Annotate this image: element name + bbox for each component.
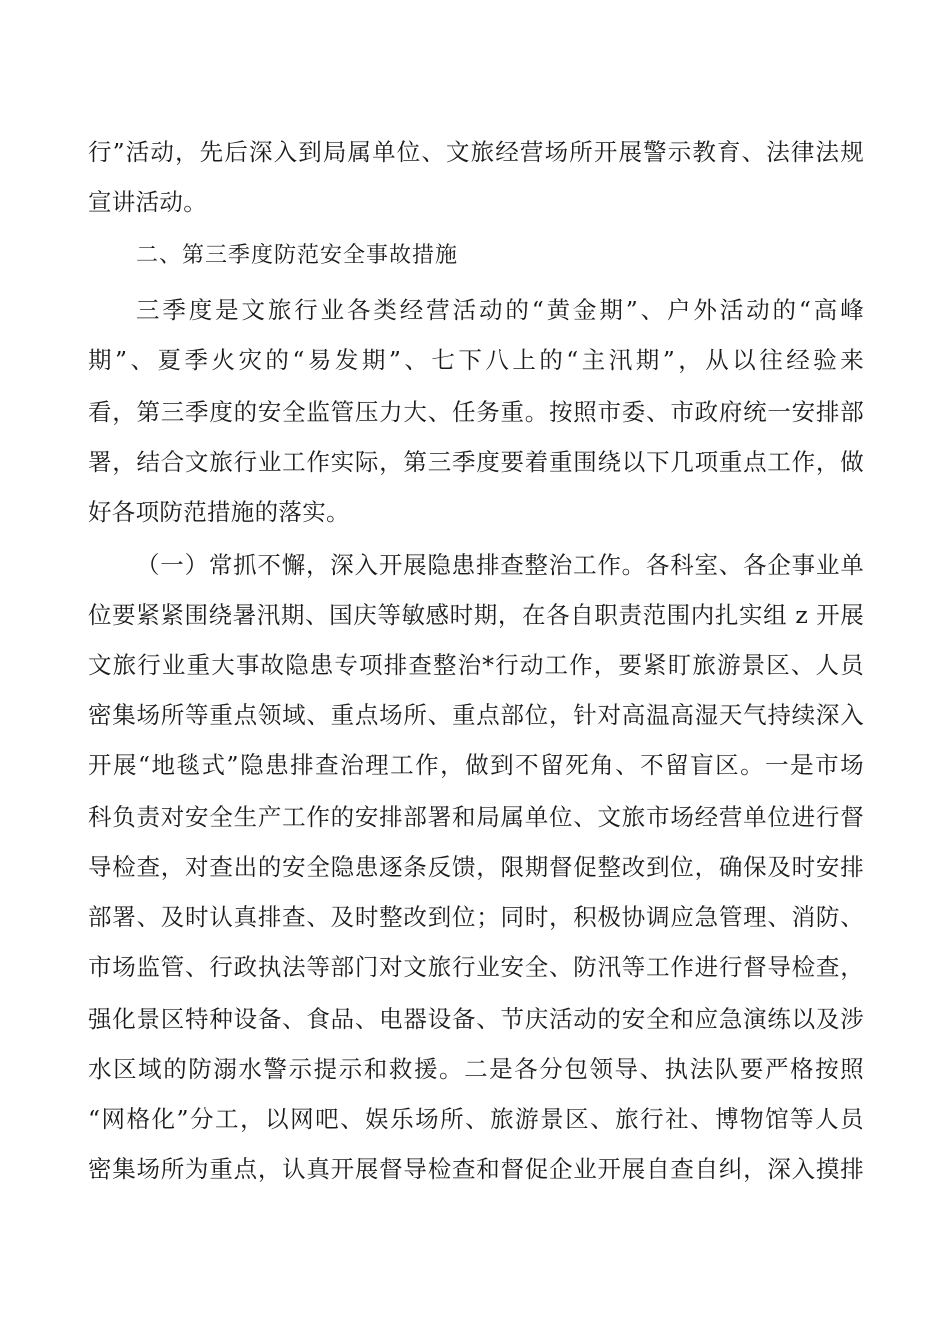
text-line: 位要紧紧围绕暑汛期、国庆等敏感时期，在各自职责范围内扎实组 z 开展 [88, 601, 864, 629]
text-line: （一）常抓不懈，深入开展隐患排查整治工作。各科室、各企事业单 [136, 551, 864, 579]
text-line: 文旅行业重大事故隐患专项排查整治*行动工作，要紧盯旅游景区、人员 [88, 651, 864, 679]
text-line: 看，第三季度的安全监管压力大、任务重。按照市委、市政府统一安排部 [88, 398, 864, 426]
text-line: 密集场所等重点领域、重点场所、重点部位，针对高温高湿天气持续深入 [88, 701, 864, 729]
text-line: 导检查，对查出的安全隐患逐条反馈，限期督促整改到位，确保及时安排 [88, 853, 864, 881]
text-line: 三季度是文旅行业各类经营活动的“黄金期”、户外活动的“高峰 [136, 296, 864, 324]
text-line: 署，结合文旅行业工作实际，第三季度要着重围绕以下几项重点工作，做 [88, 448, 864, 476]
text-line: 好各项防范措施的落实。 [88, 498, 350, 526]
text-line: 部署、及时认真排查、及时整改到位；同时，积极协调应急管理、消防、 [88, 903, 864, 931]
text-line: 行”活动，先后深入到局属单位、文旅经营场所开展警示教育、法律法规 [88, 138, 864, 166]
text-line: 市场监管、行政执法等部门对文旅行业安全、防汛等工作进行督导检查， [88, 953, 864, 981]
text-line: 期”、夏季火灾的“易发期”、七下八上的“主汛期”，从以往经验来 [88, 346, 864, 374]
text-line: 强化景区特种设备、食品、电器设备、节庆活动的安全和应急演练以及涉 [88, 1005, 864, 1033]
text-line: “网格化”分工，以网吧、娱乐场所、旅游景区、旅行社、博物馆等人员 [88, 1105, 864, 1133]
section-heading: 二、第三季度防范安全事故措施 [136, 243, 459, 268]
text-line: 水区域的防溺水警示提示和救援。二是各分包领导、执法队要严格按照 [88, 1055, 864, 1083]
text-line: 宣讲活动。 [88, 188, 207, 216]
text-line: 科负责对安全生产工作的安排部署和局属单位、文旅市场经营单位进行督 [88, 803, 864, 831]
text-line: 开展“地毯式”隐患排查治理工作，做到不留死角、不留盲区。一是市场 [88, 751, 864, 779]
text-line: 密集场所为重点，认真开展督导检查和督促企业开展自查自纠，深入摸排 [88, 1155, 864, 1183]
